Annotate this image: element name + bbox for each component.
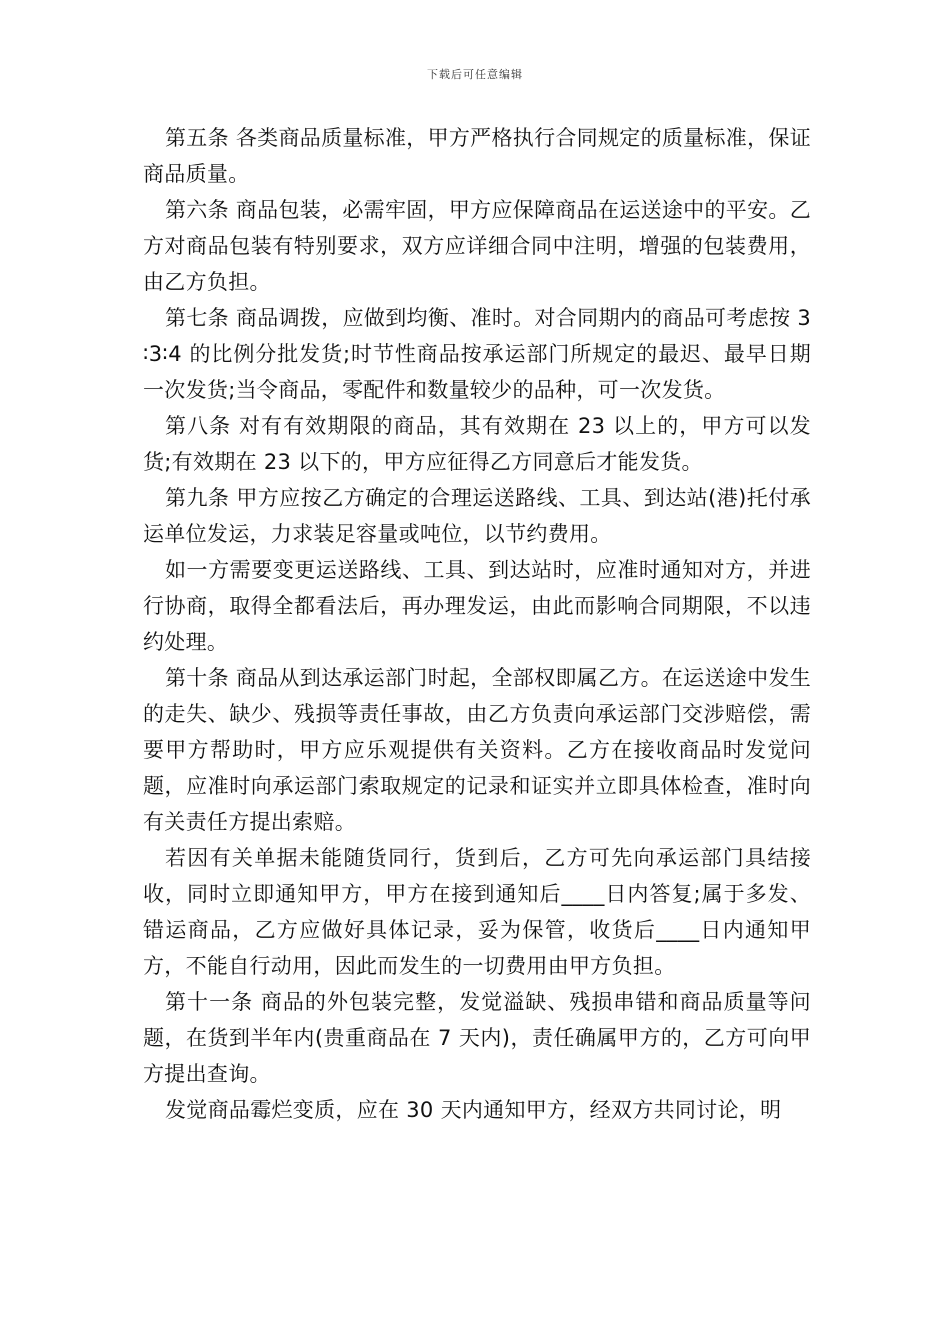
missing-documents-paragraph: 若因有关单据未能随货同行，货到后，乙方可先向承运部门具结接收，同时立即通知甲方，甲方在接到通知后____日内答复;属于多发、错运商品，乙方应做好具体记录，妥为保管，收货后____日内通知甲方，不能自行动用，因此而发生的一切费用由甲方负担。 [143,846,811,978]
route-change-paragraph: 如一方需要变更运送路线、工具、到达站时，应准时通知对方，并进行协商，取得全都看法后，再办理发运，由此而影响合同期限，不以违约处理。 [143,558,811,654]
article-7-paragraph: 第七条 商品调拨，应做到均衡、准时。对合同期内的商品可考虑按 3∶3∶4 的比例分批发货;时节性商品按承运部门所规定的最迟、最早日期一次发货;当令商品，零配件和数量较少的品种，可一次发货。 [143,306,811,402]
article-9-paragraph: 第九条 甲方应按乙方确定的合理运送路线、工具、到达站(港)托付承运单位发运，力求装足容量或吨位，以节约费用。 [143,486,811,546]
article-5-paragraph: 第五条 各类商品质量标准，甲方严格执行合同规定的质量标准，保证商品质量。 [143,126,811,186]
article-8-paragraph: 第八条 对有有效期限的商品，其有效期在 23 以上的，甲方可以发货;有效期在 23 以下的，甲方应征得乙方同意后才能发货。 [143,414,811,474]
page-header: 下载后可任意编辑 [427,68,523,81]
spoilage-paragraph: 发觉商品霉烂变质，应在 30 天内通知甲方，经双方共同讨论，明 [165,1098,782,1122]
document-body [143,120,811,1128]
article-6-paragraph: 第六条 商品包装，必需牢固，甲方应保障商品在运送途中的平安。乙方对商品包装有特别要求，双方应详细合同中注明，增强的包装费用，由乙方负担。 [143,198,811,294]
article-11-paragraph: 第十一条 商品的外包装完整，发觉溢缺、残损串错和商品质量等问题，在货到半年内(贵重商品在 7 天内)，责任确属甲方的，乙方可向甲方提出查询。 [143,990,811,1086]
article-10-paragraph: 第十条 商品从到达承运部门时起，全部权即属乙方。在运送途中发生的走失、缺少、残损等责任事故，由乙方负责向承运部门交涉赔偿，需要甲方帮助时，甲方应乐观提供有关资料。乙方在接收商品时发觉问题，应准时向承运部门索取规定的记录和证实并立即具体检查，准时向有关责任方提出索赔。 [143,666,811,834]
